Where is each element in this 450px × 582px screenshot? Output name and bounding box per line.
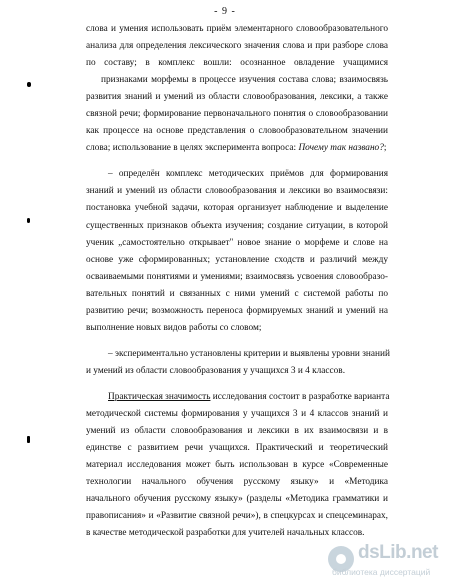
text-line-question — [86, 140, 388, 157]
margin-mark — [27, 218, 30, 223]
text-line: умений из области словообразования и лексики в их взаимосвязи и в — [86, 426, 388, 437]
text-line: и умений из области словообразования у учащихся 3 и 4 классов. — [86, 365, 346, 376]
margin-mark — [27, 82, 31, 87]
text-line-significance — [86, 389, 388, 406]
text-line: развитию речи; возможность переноса формируемых знаний и умений на — [86, 305, 388, 316]
text-line: – экспериментально установлены критерии и выявлены уровни знаний — [108, 348, 390, 359]
watermark-subtitle: библиотека диссертаций — [332, 567, 431, 577]
text-line: ученик „самостоятельно открывает" новое знание о морфеме и слове на — [86, 237, 388, 248]
page-number: - 9 - — [214, 6, 236, 17]
watermark-site-name: dsLib.net — [358, 542, 438, 563]
text-fragment: слова; использование в целях эксперимента вопроса: — [86, 143, 299, 154]
text-line: признаками морфемы в процессе изучения состава слова; взаимосвязь — [101, 75, 388, 86]
text-line: вательных понятий и связанных с ними умений с системой работы по — [86, 288, 388, 299]
text-line: технологии начального обучения русскому языку» и «Методика — [86, 477, 388, 488]
text-line: развития знаний и умений из области словообразования, лексики, а также — [86, 92, 388, 103]
italic-question: Почему так названо? — [298, 143, 384, 154]
significance-term: Практическая значимость — [108, 391, 211, 402]
text-line: единстве с развитием речи учащихся. Практический и теоретический — [86, 443, 388, 454]
margin-mark — [27, 436, 30, 443]
text-line: связной речи; формирование первоначального понятия о словообразовании — [86, 109, 388, 120]
text-line: по составу; в комплекс вошли: осознанное овладение учащимися — [86, 58, 388, 69]
site-watermark — [328, 542, 440, 578]
text-line: анализа для определения лексического значения слова и при разборе слова — [86, 41, 388, 52]
text-line: основе уже сформированных; установление сходств и различий между — [86, 254, 388, 265]
text-line: как процессе на основе представления о словообразовательном значении — [86, 126, 388, 137]
text-line: в качестве методической разработки для учителей начальных классов. — [86, 528, 365, 539]
text-line: материал исследования может быть использован в курсе «Современные — [86, 460, 388, 471]
text-line: методической системы формирования у учащихся 3 и 4 классов знаний и — [86, 408, 388, 419]
text-fragment: ; — [383, 143, 387, 154]
text-line: правописания» и «Развитие связной речи»), в спецкурсах и спецсеминарах, — [86, 511, 388, 522]
text-line: начального обучения русскому языку» (разделы «Методика грамматики и — [86, 494, 388, 505]
text-line: слова и умения использовать приём элементарного словообразовательного — [86, 24, 388, 34]
text-line: знаний и умений из области словообразования и лексики во взаимосвязи: — [86, 186, 388, 197]
text-line: – определён комплекс методических приёмов для формирования — [108, 169, 388, 180]
text-fragment: исследования состоит в разработке варианта — [210, 391, 390, 402]
text-line: выполнение новых видов работы со словом; — [86, 322, 262, 333]
text-line: постановка учебной задачи, которая организует наблюдение и выделение — [86, 203, 388, 214]
document-body — [86, 21, 388, 542]
text-line: осваиваемыми понятиями и умениями; взаимосвязь усвоения словообразо- — [86, 271, 388, 282]
text-line: существенных признаков объекта изучения; создание ситуации, в которой — [86, 220, 388, 231]
